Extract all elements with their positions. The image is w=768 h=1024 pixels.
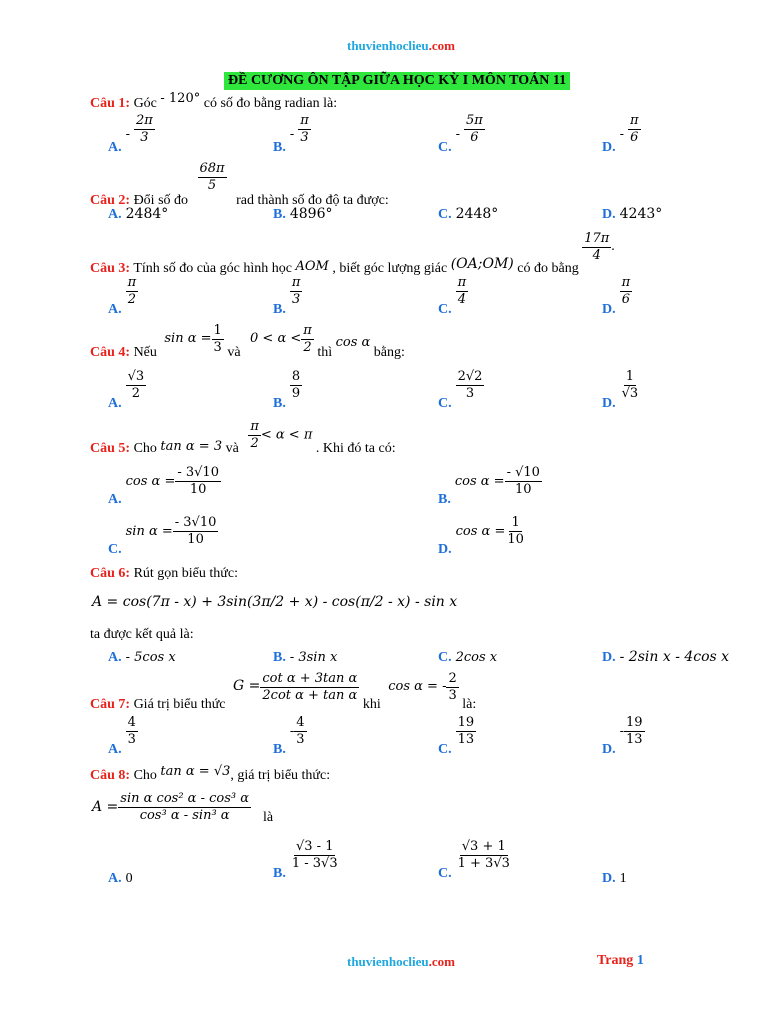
page-title: ĐỀ CƯƠNG ÔN TẬP GIỮA HỌC KỲ I MÔN TOÁN 11 xyxy=(224,72,570,90)
math-fraction xyxy=(290,370,302,400)
question-text: Rút gọn biểu thức: xyxy=(133,566,238,581)
math-fraction xyxy=(456,840,512,870)
q3-option-a[interactable] xyxy=(108,275,138,317)
option-label: D. xyxy=(602,871,616,886)
question-2 xyxy=(90,161,389,209)
math-sign: - xyxy=(455,126,461,142)
fraction-num: π xyxy=(457,275,467,290)
question-text: Góc xyxy=(133,96,157,111)
fraction-den: 2cot α + tan α xyxy=(262,687,358,703)
option-label: A. xyxy=(108,395,122,411)
question-7 xyxy=(90,671,477,713)
question-4 xyxy=(90,323,405,361)
math-sign: - xyxy=(289,723,295,739)
option-label: A. xyxy=(108,139,122,155)
math-fraction xyxy=(294,716,306,746)
fraction-num: √3 - 1 xyxy=(295,839,334,854)
math-fraction xyxy=(505,466,542,496)
fraction-num: 2 xyxy=(448,671,457,686)
fraction-den: 13 xyxy=(626,731,643,747)
math-range: < α < π xyxy=(260,427,313,443)
math-cos: cos α = - xyxy=(388,679,447,695)
option-value: 2448° xyxy=(455,206,499,222)
question-text: và xyxy=(227,345,241,361)
fraction-num: √3 + 1 xyxy=(461,839,506,854)
option-label: C. xyxy=(438,395,452,411)
fraction-num: 1 xyxy=(511,515,520,530)
fraction-num: - √10 xyxy=(506,465,540,480)
option-lhs: sin α = xyxy=(125,523,173,539)
option-lhs: cos α = xyxy=(454,473,505,489)
math-fraction xyxy=(134,114,155,144)
q3-option-b[interactable] xyxy=(273,275,302,317)
fraction-num: π xyxy=(127,275,137,290)
question-text: là: xyxy=(462,697,477,713)
option-label: D. xyxy=(602,650,616,665)
math-a: A = xyxy=(92,798,119,815)
question-text: Nếu xyxy=(133,345,157,361)
option-label: B. xyxy=(273,865,286,881)
math-fraction xyxy=(175,466,221,496)
fraction-den: cos³ α - sin³ α xyxy=(139,807,230,823)
fraction-den: 13 xyxy=(457,731,475,747)
question-label: Câu 5: xyxy=(90,441,131,457)
fraction-den: 1 - 3√3 xyxy=(291,855,338,871)
option-label: B. xyxy=(438,491,451,507)
fraction-num: 2√2 xyxy=(457,369,483,384)
fraction-den: 3 xyxy=(127,731,136,747)
question-3 xyxy=(90,231,615,277)
math-sign: - xyxy=(619,126,625,142)
footer-site[interactable] xyxy=(347,954,455,970)
math-tan: tan α = 3 xyxy=(160,439,223,455)
question-text: có số đo bằng radian là: xyxy=(203,96,338,111)
option-label: D. xyxy=(602,301,616,317)
fraction-num: cot α + 3tan α xyxy=(262,671,358,686)
q1-option-a[interactable] xyxy=(108,113,155,155)
option-label: C. xyxy=(438,650,452,665)
fraction-num: 19 xyxy=(457,715,475,730)
fraction-num: sin α cos² α - cos³ α xyxy=(120,791,250,806)
fraction-num: 19 xyxy=(626,715,643,730)
q6-option-c[interactable] xyxy=(438,648,497,666)
fraction-den: 4 xyxy=(592,247,601,263)
option-label: A. xyxy=(108,301,122,317)
option-lhs: cos α = xyxy=(125,473,176,489)
header-site-name: thuvienhoclieu xyxy=(347,38,429,53)
fraction-num: π xyxy=(303,323,312,338)
q6-option-a[interactable] xyxy=(108,648,176,666)
q5-option-c[interactable] xyxy=(108,515,218,557)
q4-option-d[interactable] xyxy=(602,369,640,411)
option-label: B. xyxy=(273,139,286,155)
fraction-num: 8 xyxy=(291,369,301,384)
fraction-num: 5π xyxy=(466,113,483,128)
q4-option-a[interactable] xyxy=(108,369,146,411)
q7-option-a[interactable] xyxy=(108,715,138,757)
math-fraction xyxy=(126,716,138,746)
question-text: khi xyxy=(362,697,381,713)
option-label: B. xyxy=(273,207,286,222)
fraction-num: 17π xyxy=(584,231,610,246)
question-text: bằng: xyxy=(373,345,405,361)
option-label: B. xyxy=(273,301,286,317)
q6-option-d[interactable] xyxy=(602,648,729,666)
option-value: 1 xyxy=(619,871,627,886)
fraction-den: 10 xyxy=(507,531,524,547)
fraction-num: 1 xyxy=(213,323,222,338)
question-text: . Khi đó ta có: xyxy=(315,441,396,457)
math-fraction xyxy=(198,162,227,192)
math-pair: (OA;OM) xyxy=(450,256,514,273)
fraction-den: 2 xyxy=(127,291,137,307)
fraction-num: 4 xyxy=(296,715,305,730)
math-fraction xyxy=(212,324,224,354)
question-text: , biết góc lượng giác xyxy=(332,261,448,277)
question-label: Câu 7: xyxy=(90,697,131,713)
fraction-num: π xyxy=(630,113,639,128)
question-text: Cho xyxy=(133,441,157,457)
math-fraction xyxy=(173,516,219,546)
question-label: Câu 6: xyxy=(90,566,131,581)
math-fraction xyxy=(290,276,303,306)
q8-option-b[interactable] xyxy=(273,839,340,881)
math-fraction xyxy=(620,276,633,306)
fraction-den: 3 xyxy=(300,129,309,145)
q4-option-b[interactable] xyxy=(273,369,302,411)
math-fraction xyxy=(628,114,641,144)
option-value: 0 xyxy=(125,871,133,886)
question-text: Cho xyxy=(133,768,157,783)
fraction-den: 1 + 3√3 xyxy=(457,855,510,871)
q7-option-c[interactable] xyxy=(438,715,476,757)
option-label: C. xyxy=(108,541,122,557)
option-label: C. xyxy=(438,139,452,155)
q8-option-a[interactable] xyxy=(108,869,133,887)
fraction-den: 9 xyxy=(291,385,301,401)
question-text: và xyxy=(225,441,239,457)
question-6 xyxy=(90,566,238,582)
fraction-num: π xyxy=(621,275,631,290)
fraction-den: 10 xyxy=(189,481,207,497)
math-sign: - xyxy=(289,126,295,142)
q8-option-d[interactable] xyxy=(602,869,627,887)
math-fraction xyxy=(456,370,485,400)
math-sin: sin α = xyxy=(164,331,212,347)
option-label: C. xyxy=(438,865,452,881)
question-1 xyxy=(90,91,338,112)
page-number-value: 1 xyxy=(636,953,644,968)
option-label: C. xyxy=(438,741,452,757)
q8-option-c[interactable] xyxy=(438,839,512,881)
option-label: D. xyxy=(602,741,616,757)
option-value: - 2sin x - 4cos x xyxy=(619,649,730,665)
question-label: Câu 3: xyxy=(90,261,131,277)
question-8 xyxy=(90,764,331,784)
math-tan: tan α = √3 xyxy=(160,764,231,779)
option-value: - 3sin x xyxy=(289,650,338,665)
math-fraction xyxy=(126,370,147,400)
fraction-den: 10 xyxy=(187,531,204,547)
fraction-num: 1 xyxy=(625,369,635,384)
fraction-den: 3 xyxy=(291,291,301,307)
math-angle: - 120° xyxy=(160,91,201,106)
option-label: A. xyxy=(108,871,122,886)
option-value: 2cos x xyxy=(455,650,498,665)
fraction-num: π xyxy=(291,275,301,290)
footer-site-domain: .com xyxy=(428,954,455,969)
q1-option-c[interactable] xyxy=(438,113,485,155)
fraction-den: 6 xyxy=(630,129,639,145)
math-fraction xyxy=(446,672,458,702)
question-label: Câu 4: xyxy=(90,345,131,361)
fraction-num: √3 xyxy=(127,369,145,384)
question-text: thì xyxy=(317,345,333,361)
fraction-den: √3 xyxy=(621,385,639,401)
fraction-num: 4 xyxy=(127,715,136,730)
q3-option-d[interactable] xyxy=(602,275,632,317)
math-g: G = xyxy=(233,678,261,695)
fraction-den: 6 xyxy=(470,129,479,145)
option-value: 4243° xyxy=(619,206,663,222)
math-cos: cos α xyxy=(335,335,371,351)
page-number xyxy=(597,953,644,969)
math-sign: - xyxy=(125,126,131,142)
fraction-den: 10 xyxy=(514,481,532,497)
question-5 xyxy=(90,419,396,457)
q5-option-d[interactable] xyxy=(438,515,526,557)
question-label: Câu 8: xyxy=(90,768,131,783)
fraction-num: - 3√10 xyxy=(177,465,219,480)
fraction-num: π xyxy=(250,419,259,434)
question-text: có đo bằng xyxy=(517,261,579,277)
option-value: 2484° xyxy=(125,206,169,222)
q7-option-d[interactable] xyxy=(602,715,645,757)
math-angle: AOM xyxy=(295,259,329,275)
q7-option-b[interactable] xyxy=(273,715,307,757)
option-label: B. xyxy=(273,395,286,411)
option-lhs: cos α = xyxy=(455,523,506,539)
fraction-den: 2 xyxy=(131,385,141,401)
fraction-num: 2π xyxy=(136,113,153,128)
math-fraction xyxy=(624,716,645,746)
fraction-den: 2 xyxy=(250,435,259,451)
q2-option-b[interactable] xyxy=(273,205,332,223)
option-label: A. xyxy=(108,491,122,507)
fraction-den: 5 xyxy=(207,177,217,193)
q6-option-b[interactable] xyxy=(273,648,337,666)
math-fraction xyxy=(582,232,611,262)
question-text: , giá trị biểu thức: xyxy=(230,768,331,783)
fraction-num: 68π xyxy=(199,161,225,176)
option-label: D. xyxy=(602,207,616,222)
option-label: C. xyxy=(438,301,452,317)
footer-site-name: thuvienhoclieu xyxy=(347,954,429,969)
option-value: - 5cos x xyxy=(125,650,176,665)
question-text: là xyxy=(263,809,274,825)
page-number-label: Trang xyxy=(597,953,634,968)
math-fraction xyxy=(260,672,359,702)
math-range: 0 < α < xyxy=(250,331,302,347)
fraction-den: 3 xyxy=(213,339,222,355)
q3-option-c[interactable] xyxy=(438,275,468,317)
fraction-den: 3 xyxy=(140,129,149,145)
q1-option-d[interactable] xyxy=(602,113,641,155)
fraction-den: 4 xyxy=(457,291,467,307)
fraction-num: - 3√10 xyxy=(174,515,217,530)
option-label: A. xyxy=(108,650,122,665)
math-fraction xyxy=(301,324,314,354)
question-text: ta được kết quả là: xyxy=(90,627,194,642)
q1-option-b[interactable] xyxy=(273,113,311,155)
math-fraction xyxy=(505,516,526,546)
q2-option-a[interactable] xyxy=(108,205,168,223)
question-text: Giá trị biểu thức xyxy=(133,697,226,713)
q5-option-b[interactable] xyxy=(438,465,542,507)
math-fraction xyxy=(290,840,340,870)
math-fraction xyxy=(620,370,641,400)
math-fraction xyxy=(456,716,477,746)
question-label: Câu 1: xyxy=(90,96,131,111)
q2-option-c[interactable] xyxy=(438,205,498,223)
option-label: A. xyxy=(108,741,122,757)
math-expression: A = cos(7π - x) + 3sin(3π/2 + x) - cos(π/2 - x) - sin x xyxy=(92,594,458,610)
header-site-domain: .com xyxy=(428,38,455,53)
option-label: A. xyxy=(108,207,122,222)
math-fraction xyxy=(248,420,261,450)
header-site[interactable] xyxy=(347,38,455,54)
question-text: Tính số đo của góc hình học xyxy=(133,261,292,277)
option-value: 4896° xyxy=(289,206,333,222)
q8-expression xyxy=(92,791,274,825)
option-label: D. xyxy=(438,541,452,557)
q2-option-d[interactable] xyxy=(602,205,662,223)
fraction-num: π xyxy=(300,113,309,128)
fraction-den: 2 xyxy=(303,339,312,355)
option-label: D. xyxy=(602,395,616,411)
q4-option-c[interactable] xyxy=(438,369,484,411)
math-fraction xyxy=(118,792,251,822)
question-label: Câu 2: xyxy=(90,193,131,209)
math-fraction xyxy=(298,114,311,144)
question-text: rad thành số đo độ ta được: xyxy=(236,193,389,209)
q5-option-a[interactable] xyxy=(108,465,221,507)
fraction-den: 3 xyxy=(296,731,305,747)
option-label: D. xyxy=(602,139,616,155)
fraction-den: 3 xyxy=(448,687,457,703)
fraction-den: 3 xyxy=(465,385,475,401)
math-sign: - xyxy=(619,723,625,739)
option-label: B. xyxy=(273,650,286,665)
math-fraction xyxy=(456,276,469,306)
math-fraction xyxy=(464,114,485,144)
question-text: . xyxy=(611,239,615,255)
option-label: B. xyxy=(273,741,286,757)
option-label: C. xyxy=(438,207,452,222)
math-fraction xyxy=(126,276,139,306)
fraction-den: 6 xyxy=(621,291,631,307)
question-text: Đổi số đo xyxy=(133,193,189,209)
